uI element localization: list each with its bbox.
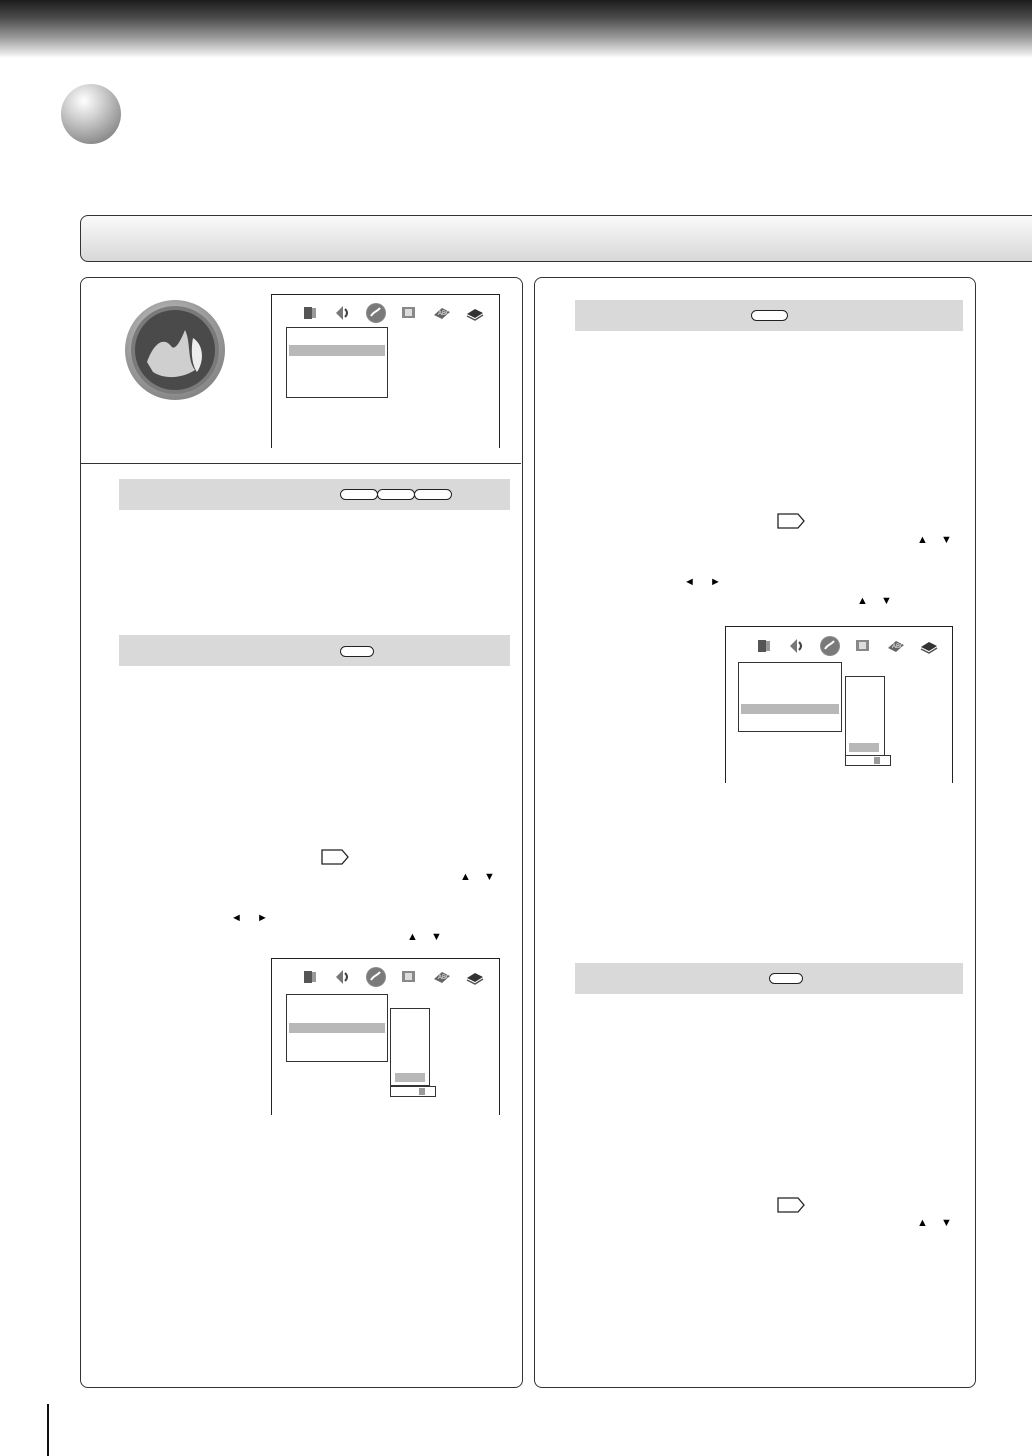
down-arrow-icon: ▼ [941, 534, 952, 546]
disc-type-badge [340, 646, 374, 657]
menu-tab-row [754, 636, 939, 656]
heading-bar-c [575, 300, 963, 331]
up-arrow-icon: ▲ [460, 871, 471, 883]
section-heading-bar [80, 215, 1032, 262]
menu-list [738, 662, 842, 732]
heading-bar-d [575, 963, 963, 994]
disc-type-badge [769, 973, 803, 984]
svg-text:ABC: ABC [892, 644, 905, 650]
menu-highlight-row [741, 704, 839, 714]
up-arrow-icon: ▲ [917, 534, 928, 546]
svg-text:ABC: ABC [438, 311, 451, 317]
down-arrow-icon: ▼ [941, 1217, 952, 1229]
down-arrow-icon: ▼ [484, 871, 495, 883]
menu-highlight-row [289, 1023, 385, 1033]
osd-screen-3 [725, 626, 953, 783]
speaker-icon [300, 967, 320, 987]
up-arrow-icon: ▲ [917, 1217, 928, 1229]
menu-tab-row [300, 967, 485, 987]
disc-icon [366, 967, 386, 987]
menu-list [286, 994, 388, 1062]
disc-type-badge-1 [340, 489, 378, 500]
submenu-list [845, 676, 885, 756]
right-arrow-icon: ► [710, 576, 721, 588]
submenu-list [390, 1008, 430, 1086]
setup-icon [465, 303, 485, 323]
page-margin-rule [47, 1404, 49, 1456]
osd-screen-2 [271, 958, 500, 1115]
language-icon [886, 636, 906, 656]
display-icon [399, 303, 419, 323]
audio-icon [787, 636, 807, 656]
left-arrow-icon: ◄ [684, 576, 695, 588]
svg-text:ABC: ABC [438, 975, 451, 981]
disc-type-badge-3 [414, 489, 452, 500]
menu-highlight-row [289, 345, 385, 356]
up-arrow-icon: ▲ [857, 595, 868, 607]
heading-bar-a [119, 479, 510, 510]
menu-tab-row [300, 303, 485, 323]
audio-icon [333, 967, 353, 987]
disc-icon [820, 636, 840, 656]
disc-type-badge-2 [377, 489, 415, 500]
enter-key-icon [321, 849, 349, 865]
slider-knob [874, 757, 880, 764]
level-slider [390, 1086, 436, 1097]
display-icon [399, 967, 419, 987]
slider-knob [419, 1088, 425, 1095]
setup-icon [465, 967, 485, 987]
disc-icon [366, 303, 386, 323]
enter-key-icon [777, 513, 805, 529]
level-slider [845, 755, 891, 766]
left-arrow-icon: ◄ [231, 912, 242, 924]
panel-divider [81, 463, 521, 464]
down-arrow-icon: ▼ [881, 595, 892, 607]
osd-screen-1 [271, 294, 500, 448]
gray-sphere-icon [61, 84, 121, 144]
display-icon [853, 636, 873, 656]
up-arrow-icon: ▲ [407, 931, 418, 943]
disc-settings-icon [125, 300, 225, 400]
menu-list [286, 327, 388, 398]
heading-bar-b [119, 635, 510, 666]
setup-icon [919, 636, 939, 656]
language-icon [432, 967, 452, 987]
submenu-highlight-row [395, 1073, 425, 1082]
disc-type-badge [751, 310, 788, 321]
right-panel [534, 277, 976, 1388]
speaker-icon [300, 303, 320, 323]
right-arrow-icon: ► [257, 912, 268, 924]
down-arrow-icon: ▼ [431, 931, 442, 943]
submenu-highlight-row [849, 743, 879, 752]
enter-key-icon [777, 1197, 805, 1213]
audio-icon [333, 303, 353, 323]
top-gradient-bar [0, 0, 1032, 58]
language-icon [432, 303, 452, 323]
speaker-icon [754, 636, 774, 656]
